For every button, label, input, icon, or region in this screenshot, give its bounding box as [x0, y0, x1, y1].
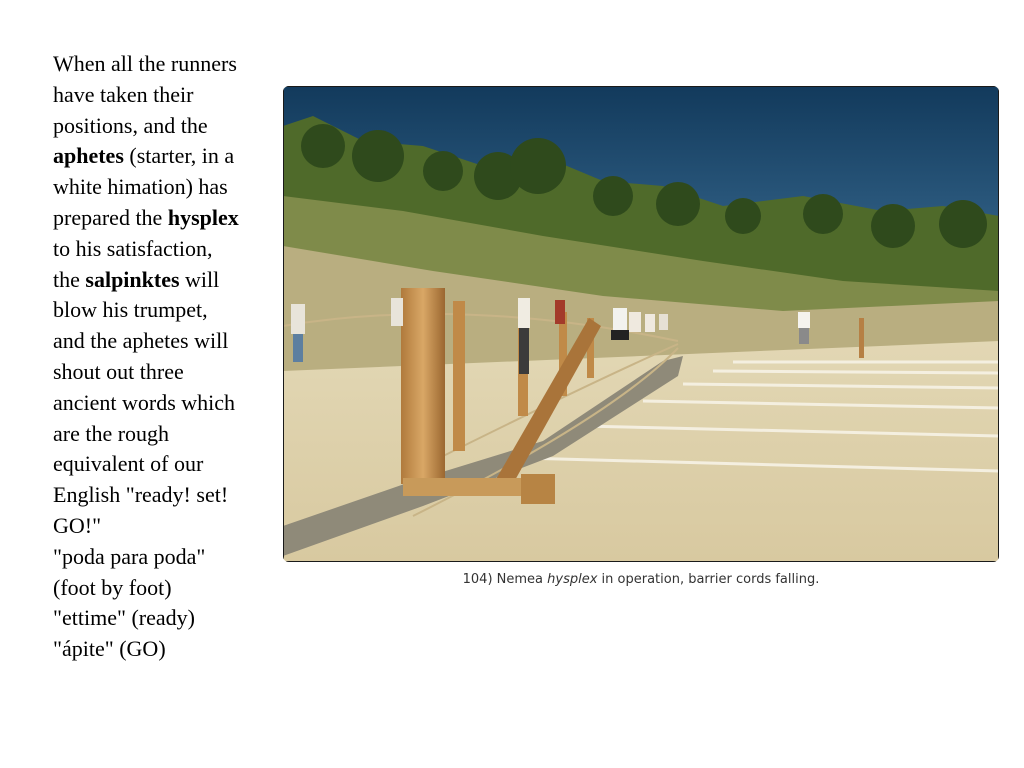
term-salpinktes: salpinktes	[85, 266, 180, 292]
caption-prefix: 104) Nemea	[462, 572, 543, 587]
far-post	[859, 318, 864, 358]
term-hysplex: hysplex	[167, 204, 239, 230]
continuation-text: will blow his trumpet, and the aphetes will shout out three ancient words which are the rough equivalent of our English "ready! set! GO!"	[53, 266, 236, 538]
greek-phrase-2: "ettime" (ready)	[53, 605, 195, 631]
hysplex-note: to his satisfaction, the	[53, 235, 213, 292]
intro-text: When all the runners have taken their positions, and the	[53, 51, 237, 138]
main-paragraph	[53, 49, 243, 542]
hysplex-block	[521, 474, 555, 504]
aphetes-note: (starter, in a white himation) has prepared the	[53, 143, 235, 230]
photo-illustration	[283, 86, 999, 562]
greek-phrase-3: "ápite" (GO)	[53, 636, 166, 662]
greek-phrase-1: "poda para poda" (foot by foot)	[53, 543, 206, 600]
term-aphetes: aphetes	[53, 143, 124, 169]
photo-caption	[283, 572, 999, 587]
body-text-column	[53, 49, 243, 665]
caption-suffix: in operation, barrier cords falling.	[601, 572, 820, 587]
nemea-hysplex-photo	[283, 86, 999, 562]
post-2	[453, 301, 465, 451]
stadium-floor	[283, 341, 999, 562]
caption-term: hysplex	[547, 572, 598, 587]
front-post	[401, 288, 445, 484]
